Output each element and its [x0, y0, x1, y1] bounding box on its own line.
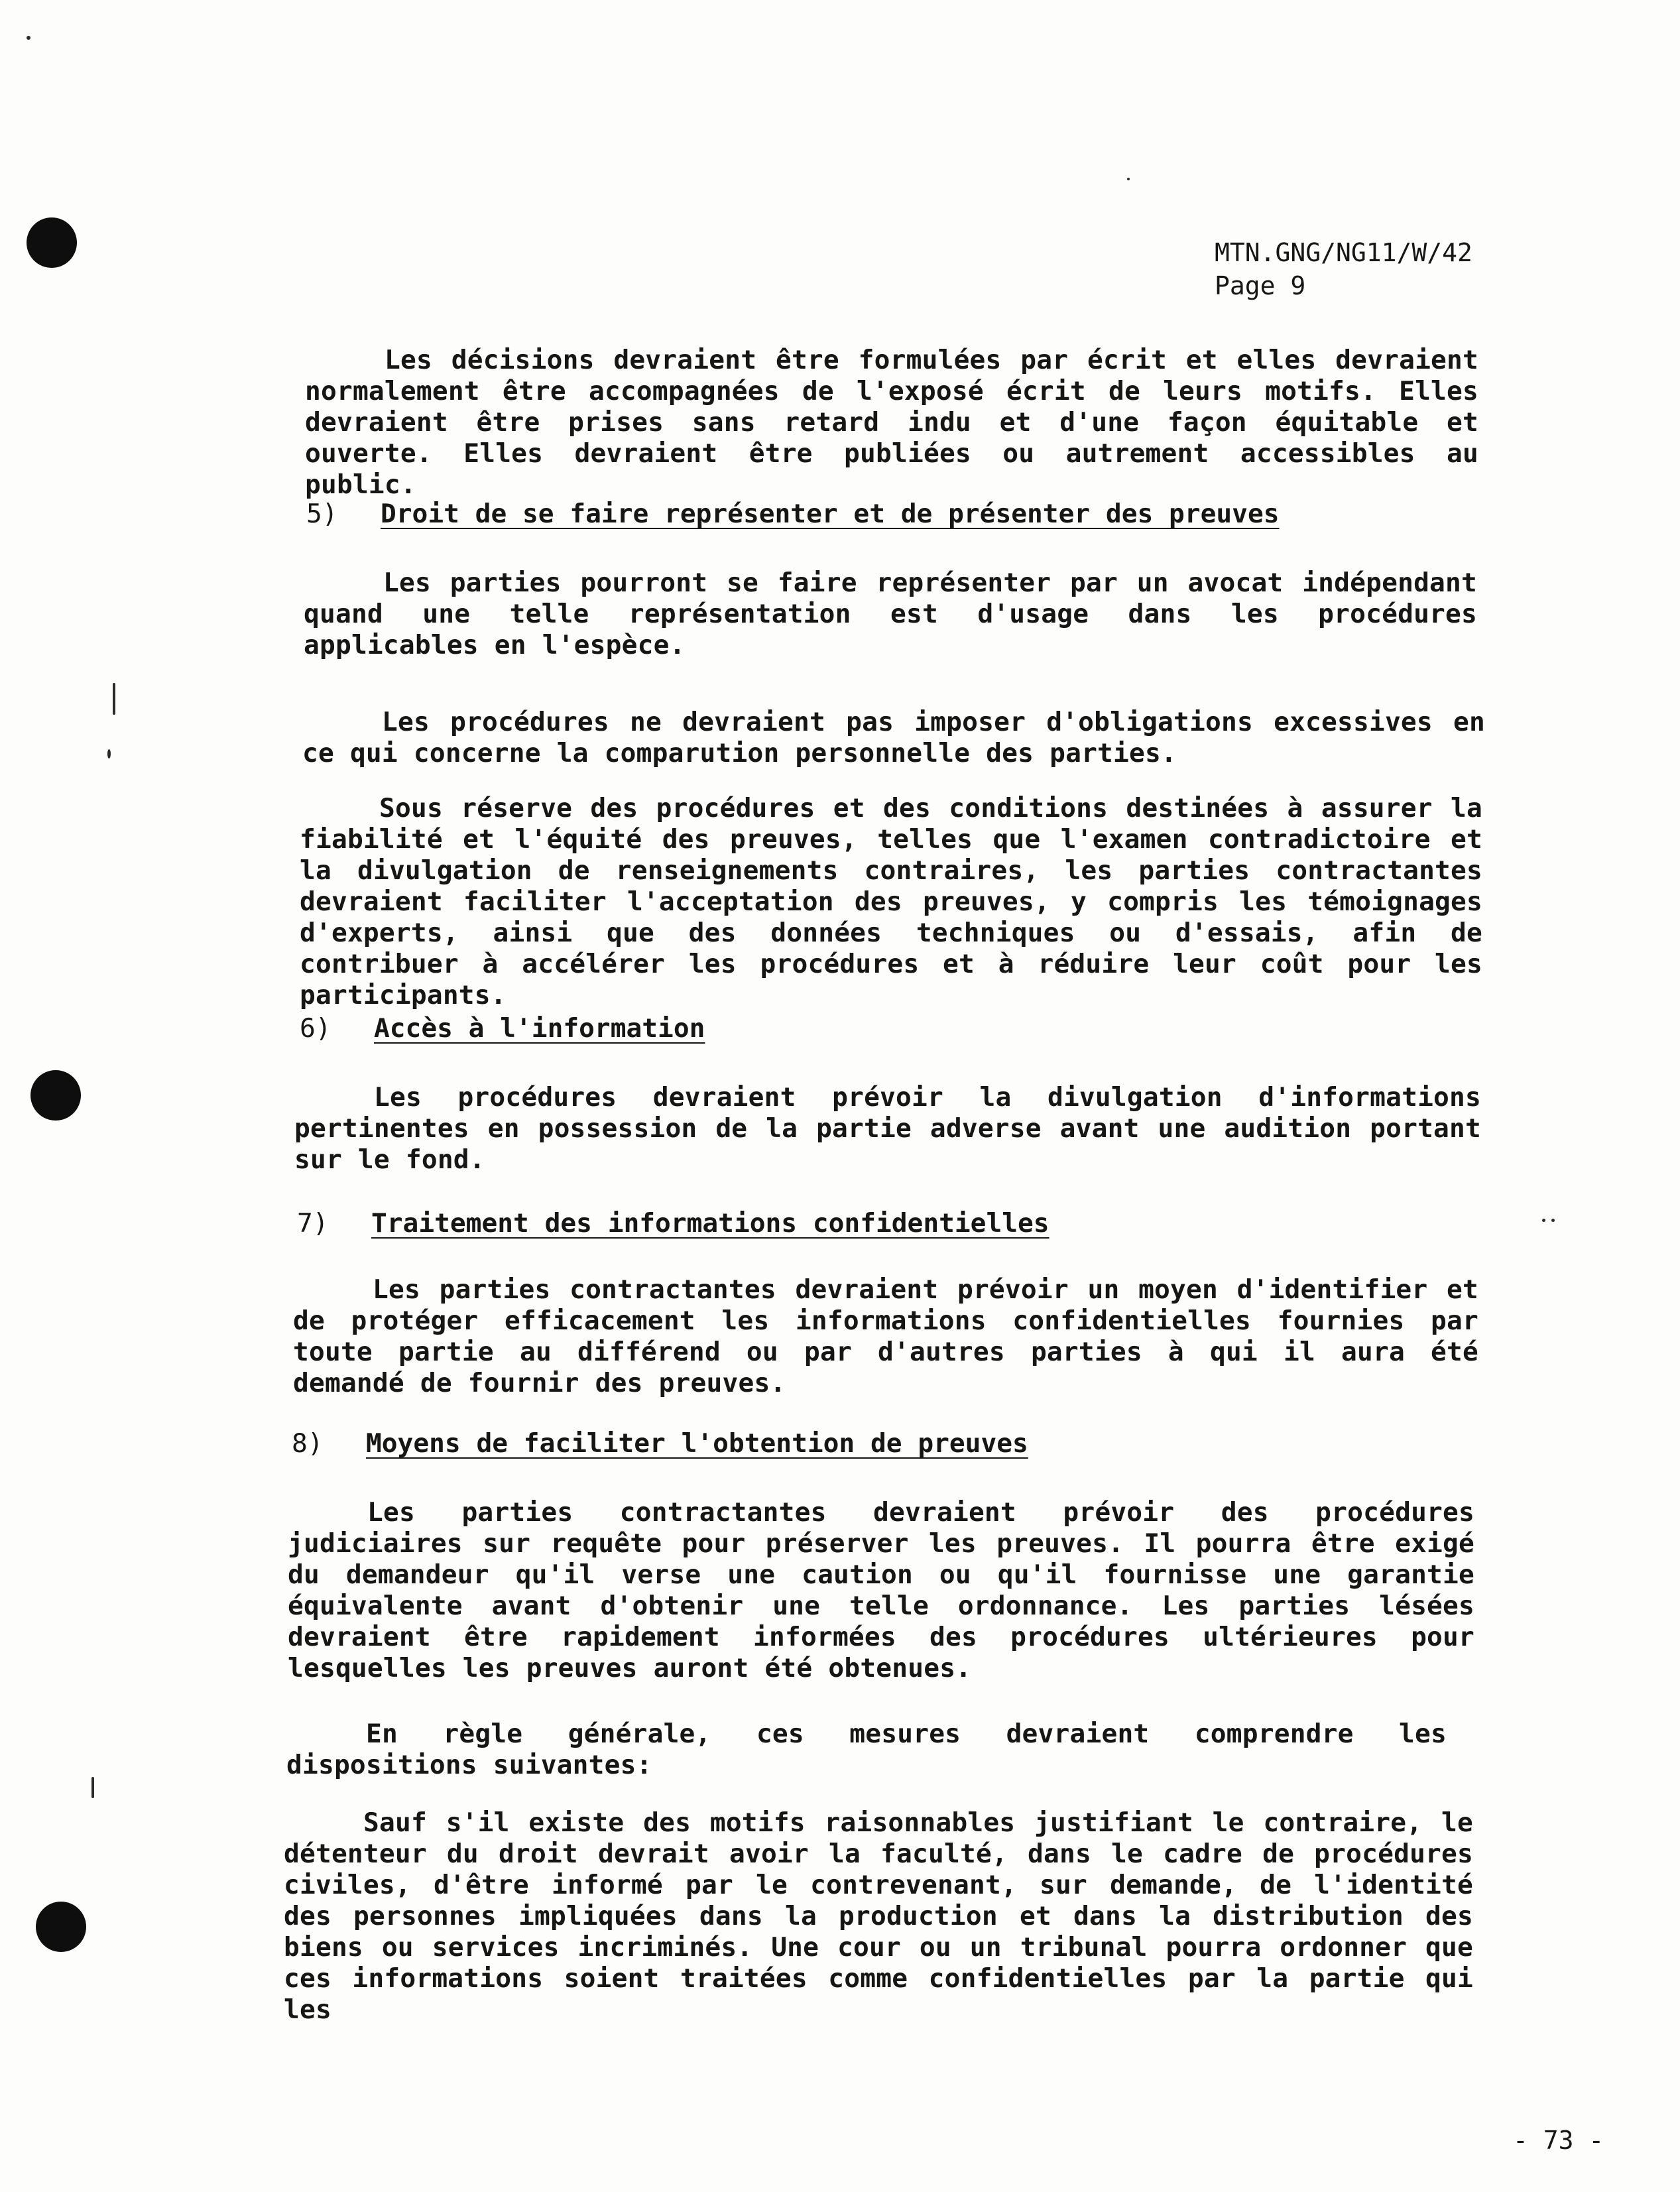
paragraph-general-rule: En règle générale, ces mesures devraient comprendre les dispositions suivantes:	[286, 1719, 1447, 1780]
section-heading-8	[292, 1428, 1028, 1459]
punch-hole-top	[27, 217, 77, 268]
section-title: Droit de se faire représenter et de présenter des preuves	[381, 499, 1280, 529]
section-number: 7)	[297, 1208, 329, 1239]
scan-speck	[107, 749, 111, 759]
paragraph-personal-appearance: Les procédures ne devraient pas imposer d'obligations excessives en ce qui concerne la comparution personnelle des parties.	[302, 707, 1485, 768]
section-heading-6	[300, 1013, 705, 1044]
paragraph-decisions: Les décisions devraient être formulées par écrit et elles devraient normalement être accompagnées de l'exposé écrit de leurs motifs. Elles devraient être prises sans retard indu et d'une façon équitable et ouverte. Elles devraient être publiées ou autrement accessibles au public.	[305, 345, 1478, 500]
scan-speck	[27, 36, 30, 40]
section-heading-7	[297, 1208, 1050, 1239]
scan-speck	[91, 1777, 94, 1798]
paragraph-information-access: Les procédures devraient prévoir la divulgation d'informations pertinentes en possession de la partie adverse avant une audition portant sur le fond.	[294, 1082, 1481, 1175]
paragraph-confidential-information: Les parties contractantes devraient prévoir un moyen d'identifier et de protéger efficacement les informations confidentielles fournies par toute partie au différend ou par d'autres parties à qui il aura été demandé de fournir des preuves.	[293, 1274, 1478, 1398]
section-number: 6)	[300, 1013, 331, 1044]
section-heading-5	[306, 499, 1280, 529]
paragraph-representation: Les parties pourront se faire représenter par un avocat indépendant quand une telle représentation est d'usage dans les procédures applicables en l'espèce.	[304, 568, 1477, 660]
section-title: Moyens de faciliter l'obtention de preuves	[366, 1428, 1028, 1459]
scan-speck	[1127, 178, 1130, 180]
paragraph-right-holder: Sauf s'il existe des motifs raisonnables justifiant le contraire, le détenteur du droit devrait avoir la faculté, dans le cadre de procédures civiles, d'être informé par le contrevenant, sur demande, de l'identité des personnes impliquées dans la production et dans la distribution des biens ou services incriminés. Une cour ou un tribunal pourra ordonner que ces informations soient traitées comme confidentielles par la partie qui les	[284, 1807, 1473, 2025]
punch-hole-middle	[30, 1070, 81, 1121]
scan-speck	[1551, 1219, 1555, 1222]
section-title: Traitement des informations confidentielles	[371, 1208, 1050, 1239]
scan-speck	[113, 683, 115, 715]
section-number: 5)	[306, 499, 338, 529]
page-label: Page 9	[1215, 271, 1306, 300]
document-header	[1215, 236, 1472, 302]
paragraph-evidence: Sous réserve des procédures et des conditions destinées à assurer la fiabilité et l'équité des preuves, telles que l'examen contradictoire et la divulgation de renseignements contraires, les parties contractantes devraient faciliter l'acceptation des preuves, y compris les témoignages d'experts, ainsi que des données techniques ou d'essais, afin de contribuer à accélérer les procédures et à réduire leur coût pour les participants.	[300, 793, 1482, 1010]
document-symbol: MTN.GNG/NG11/W/42	[1215, 238, 1472, 267]
punch-hole-bottom	[36, 1902, 86, 1952]
section-number: 8)	[292, 1428, 324, 1459]
paragraph-preserve-evidence: Les parties contractantes devraient prévoir des procédures judiciaires sur requête pour préserver les preuves. Il pourra être exigé du demandeur qu'il verse une caution ou qu'il fournisse une garantie équivalente avant d'obtenir une telle ordonnance. Les parties lésées devraient être rapidement informées des procédures ultérieures pour lesquelles les preuves auront été obtenues.	[288, 1497, 1474, 1683]
section-title: Accès à l'information	[374, 1013, 705, 1044]
page-number: - 73 -	[1513, 2126, 1604, 2155]
scan-speck	[1542, 1219, 1545, 1222]
